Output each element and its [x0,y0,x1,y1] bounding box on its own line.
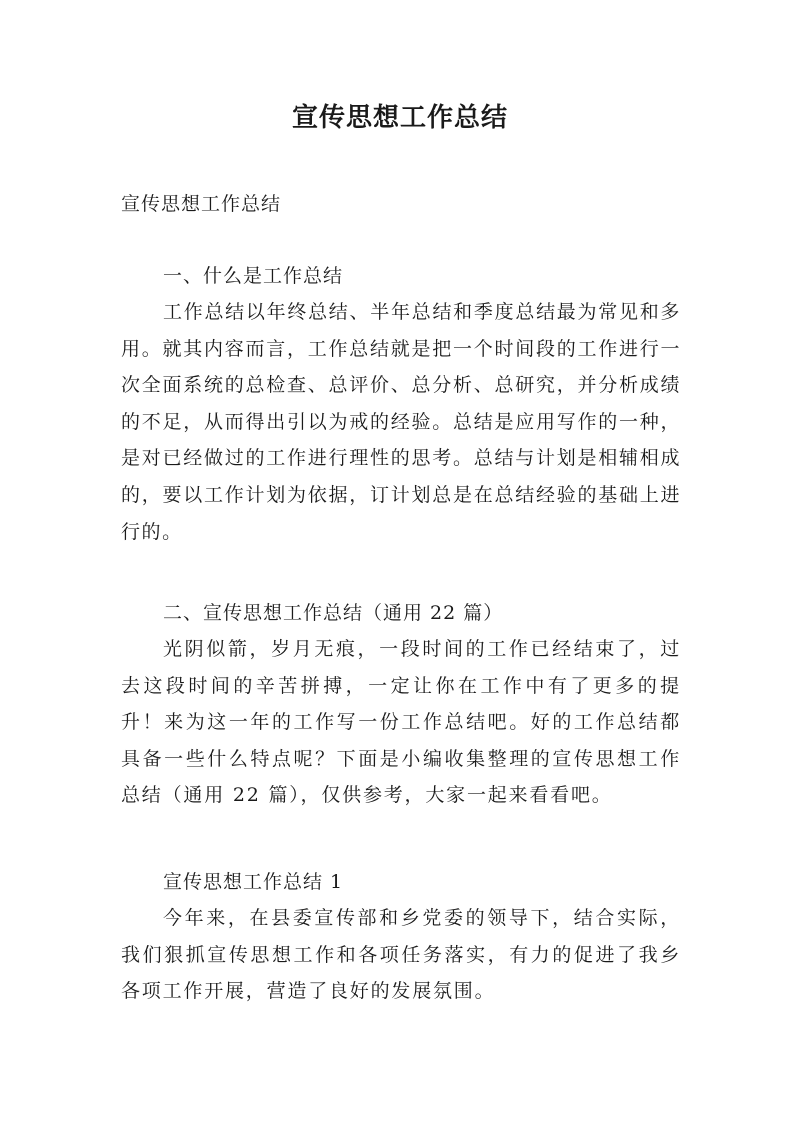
section-summary-1 [121,864,681,1010]
section-heading: 宣传思想工作总结 1 [163,871,344,893]
section-heading: 一、什么是工作总结 [163,265,344,287]
section-paragraph: 工作总结以年终总结、半年总结和季度总结最为常见和多用。就其内容而言，工作总结就是把一个时间段的工作进行一次全面系统的总检查、总评价、总分析、总研究，并分析成绩的不足，从而得出引以为戒的经验。总结是应用写作的一种，是对已经做过的工作进行理性的思考。总结与计划是相辅相成的，要以工作计划为依据，订计划总是在总结经验的基础上进行的。 [121,301,681,543]
section-general-summaries [121,595,681,814]
section-paragraph: 光阴似箭，岁月无痕，一段时间的工作已经结束了，过去这段时间的辛苦拼搏，一定让你在工作中有了更多的提升！来为这一年的工作写一份工作总结吧。好的工作总结都具备一些什么特点呢？下面是小编收集整理的宣传思想工作总结（通用 22 篇），仅供参考，大家一起来看看吧。 [121,638,681,807]
document-title: 宣传思想工作总结 [291,103,508,133]
section-paragraph: 今年来，在县委宣传部和乡党委的领导下，结合实际，我们狠抓宣传思想工作和各项任务落实，有力的促进了我乡各项工作开展，营造了良好的发展氛围。 [121,907,681,1003]
document-subtitle: 宣传思想工作总结 [121,193,282,215]
section-what-is-summary [121,258,681,550]
section-heading: 二、宣传思想工作总结（通用 22 篇） [163,602,504,624]
